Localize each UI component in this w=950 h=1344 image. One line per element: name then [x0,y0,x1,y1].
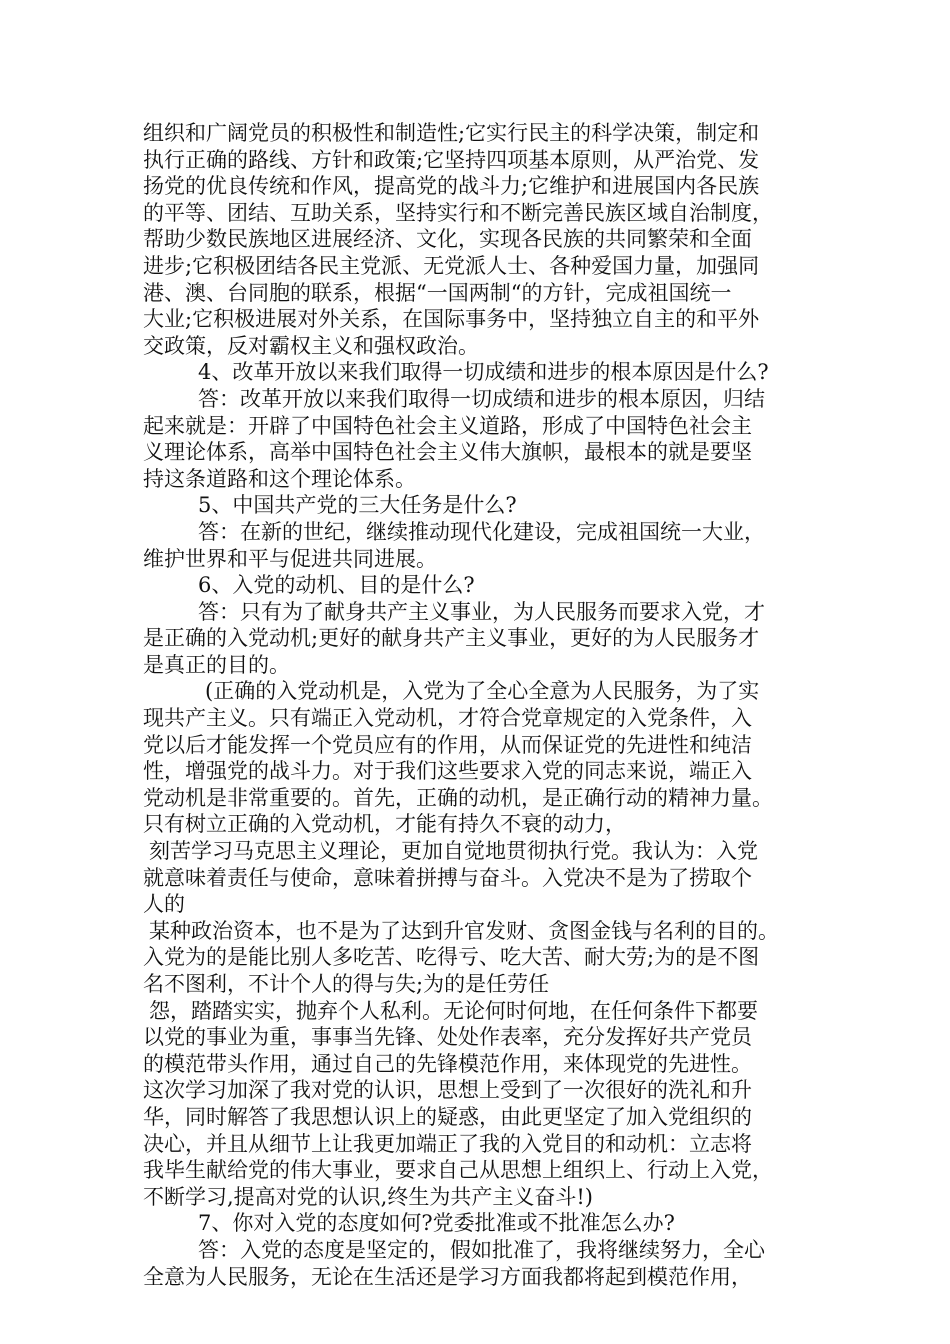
text-line: 性，增强党的战斗力。对于我们这些要求入党的同志来说，端正入 [143,759,752,784]
text-line: 党动机是非常重要的。首先，正确的动机，是正确行动的精神力量。 [143,785,773,810]
text-line: 这次学习加深了我对党的认识，思想上受到了一次很好的洗礼和升 [143,1078,752,1103]
text-line: 持这条道路和这个理论体系。 [143,466,416,491]
text-line: 的模范带头作用，通过自己的先锋模范作用，来体现党的先进性。 [143,1051,752,1076]
text-line: 4、改革开放以来我们取得一切成绩和进步的根本原因是什么? [198,360,769,385]
text-line: 执行正确的路线、方针和政策;它坚持四项基本原则，从严治党、发 [143,147,760,172]
text-line: 刻苦学习马克思主义理论，更加自觉地贯彻执行党。我认为：入党 [149,839,758,864]
text-line: 维护世界和平与促进共同进展。 [143,546,437,571]
text-line: 名不图利，不计个人的得与失;为的是任劳任 [143,972,550,996]
text-line: 港、澳、台同胞的联系，根据“一国两制“的方针，完成祖国统一 [143,280,732,305]
text-line: 以党的事业为重，事事当先锋、处处作表率，充分发挥好共产党员 [143,1025,752,1050]
text-line: 大业;它积极进展对外关系，在国际事务中，坚持独立自主的和平外 [143,307,760,332]
text-line: 华，同时解答了我思想认识上的疑惑，由此更坚定了加入党组织的 [143,1104,752,1129]
text-line: 入党为的是能比别人多吃苦、吃得亏、吃大苦、耐大劳;为的是不图 [143,945,760,970]
text-line: 现共产主义。只有端正入党动机，才符合党章规定的入党条件，入 [143,706,752,731]
text-line: (正确的入党动机是，入党为了全心全意为人民服务，为了实 [205,679,760,704]
text-line: 党以后才能发挥一个党员应有的作用，从而保证党的先进性和纯洁 [143,732,752,757]
text-line: 是真正的目的。 [143,652,290,677]
text-line: 义理论体系，高举中国特色社会主义伟大旗帜，最根本的就是要坚 [143,440,752,465]
text-line: 某种政治资本，也不是为了达到升官发财、贪图金钱与名利的目的。 [149,918,779,943]
text-line: 我毕生献给党的伟大事业，要求自己从思想上组织上、行动上入党， [143,1158,773,1183]
text-line: 6、入党的动机、目的是什么? [198,573,475,598]
text-line: 全意为人民服务，无论在生活还是学习方面我都将起到模范作用， [143,1264,752,1289]
text-line: 不断学习,提高对党的认识,终生为共产主义奋斗!) [143,1184,593,1209]
text-line: 是正确的入党动机;更好的献身共产主义事业，更好的为人民服务才 [143,626,760,651]
text-line: 组织和广阔党员的积极性和制造性;它实行民主的科学决策，制定和 [143,121,760,145]
text-line: 帮助少数民族地区进展经济、文化，实现各民族的共同繁荣和全面 [143,227,752,252]
document-page [143,120,833,1290]
text-line: 7、你对入党的态度如何?党委批准或不批准怎么办? [198,1211,675,1236]
text-line: 5、中国共产党的三大任务是什么? [198,493,517,518]
text-line: 怨，踏踏实实，抛弃个人私利。无论何时何地，在任何条件下都要 [149,998,758,1023]
text-line: 的平等、团结、互助关系，坚持实行和不断完善民族区域自治制度， [143,200,773,225]
text-line: 起来就是：开辟了中国特色社会主义道路，形成了中国特色社会主 [143,413,752,438]
text-line: 答：入党的态度是坚定的，假如批准了，我将继续努力，全心 [198,1237,765,1262]
text-line: 决心，并且从细节上让我更加端正了我的入党目的和动机：立志将 [143,1131,752,1156]
text-line: 只有树立正确的入党动机，才能有持久不衰的动力， [143,812,626,837]
text-line: 答：只有为了献身共产主义事业，为人民服务而要求入党，才 [198,599,765,624]
text-line: 扬党的优良传统和作风，提高党的战斗力;它维护和进展国内各民族 [143,174,760,199]
text-line: 人的 [143,892,185,917]
text-line: 进步;它积极团结各民主党派、无党派人士、各种爱国力量，加强同 [143,253,760,278]
text-line: 交政策，反对霸权主义和强权政治。 [143,333,479,358]
text-line: 答：在新的世纪，继续推动现代化建设，完成祖国统一大业， [198,519,765,544]
text-line: 答：改革开放以来我们取得一切成绩和进步的根本原因，归结 [198,386,765,411]
text-line: 就意味着责任与使命，意味着拼搏与奋斗。入党决不是为了捞取个 [143,865,752,890]
